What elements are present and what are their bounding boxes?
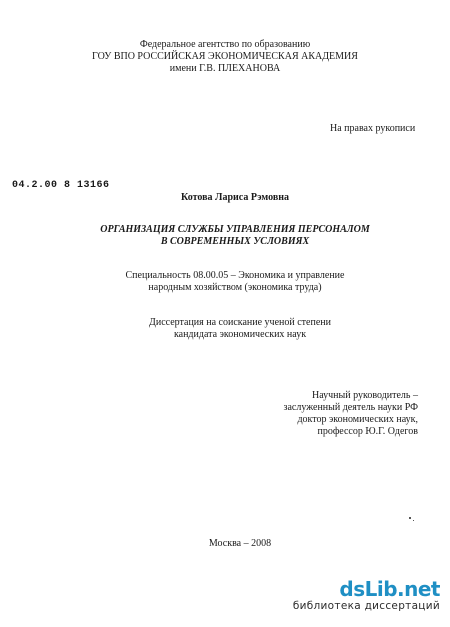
title-line-2: В СОВРЕМЕННЫХ УСЛОВИЯХ [160, 236, 310, 247]
degree-block [0, 317, 450, 341]
degree-line-2: кандидата экономических наук [173, 329, 307, 340]
title-line-1: ОРГАНИЗАЦИЯ СЛУЖБЫ УПРАВЛЕНИЯ ПЕРСОНАЛОМ [100, 224, 370, 235]
dslib-watermark [293, 578, 440, 612]
specialty-block [0, 270, 450, 294]
scan-speck [409, 517, 411, 519]
city-year: Москва – 2008 [208, 538, 272, 549]
dslib-subtitle: библиотека диссертаций [292, 600, 440, 612]
dissertation-title [0, 224, 450, 248]
catalog-code-stamp: 04.2.00 8 13166 [12, 180, 110, 191]
specialty-line-2: народным хозяйством (экономика труда) [148, 282, 322, 293]
degree-line-1: Диссертация на соискание ученой степени [149, 317, 331, 328]
supervisor-line-2: заслуженный деятель науки РФ [283, 402, 418, 413]
scan-speck [413, 520, 414, 521]
agency-name: Федеральное агентство по образованию [139, 39, 311, 50]
academy-named-after: имени Г.В. ПЛЕХАНОВА [169, 63, 281, 74]
supervisor-block [284, 390, 418, 438]
supervisor-line-3: доктор экономических наук, [297, 414, 418, 425]
specialty-line-1: Специальность 08.00.05 – Экономика и управление [125, 270, 345, 281]
author-name: Котова Лариса Рэмовна [180, 192, 290, 203]
academy-name: ГОУ ВПО РОССИЙСКАЯ ЭКОНОМИЧЕСКАЯ АКАДЕМИЯ [92, 51, 358, 62]
supervisor-line-4: профессор Ю.Г. Одегов [317, 426, 418, 437]
manuscript-rights-note: На правах рукописи [330, 123, 416, 134]
institution-header [0, 39, 450, 75]
supervisor-line-1: Научный руководитель – [312, 390, 418, 401]
dslib-logo: dsLib.net [339, 577, 440, 601]
